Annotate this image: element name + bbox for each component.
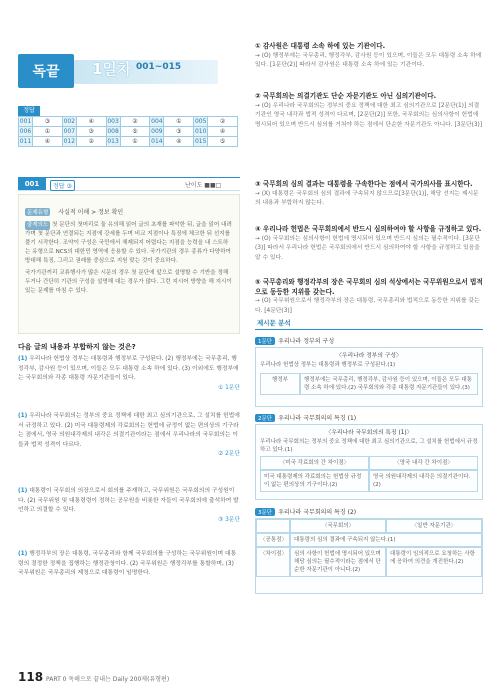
passage-para-2: (1) 우리나라 국무회의는 정부의 중요 정책에 대한 최고 심의기관으로, 그 설치를 헌법에서 규정하고 있다. (2) 미국 대통령제의 각료회의는 헌법에 규정이 없는 편의상의 기구라는 점에서, 영국 의원내각제의 내각은 의결기관이라는 점에서 우리나라의 국무회의는 이들과 법적 성격이 다르다. ② 2문단 — [18, 413, 240, 457]
guide-box — [18, 194, 240, 334]
guide-para-2: 국가기관끼리 교류행사가 많은 시문의 경우 첫 문단에 앞으로 설명할 수 기반을 정해두거나 간단히 기관의 구성을 설명해 대는 경우가 많다. 그런 지시어 방향을 해 지시이 있는 문제를 마침 수 있다. — [25, 270, 232, 294]
guide-label-2: 출제의도 — [27, 222, 49, 228]
answers-row: 006 ① 007 ③ 008 ⑤ 009 ③ 010 ④ — [19, 127, 238, 137]
section-2-heading: 2문단 우리나라 국무회의의 특징 (1) — [255, 413, 356, 422]
header-range: 001~015 — [136, 62, 182, 72]
passage-para-1: (1) 우리나라 헌법상 정부는 대통령과 행정부로 구성된다. (2) 행정부에는 국무총리, 행정각부, 감사원 등이 있으며, 이들은 모두 대통령 소속 하에 있다. (3) 이외에도 행정부에는 국무회의와 각종 대통령 자문기관들이 있다. ① 1문단 — [18, 356, 240, 391]
header-day: 1일차 — [92, 60, 132, 78]
passage-para-3: (1) 대통령이 국무회의 의장으로서 회의를 주재하고, 국무위원은 국무회의의 구성원이다. (2) 국무위원 및 대통령령이 정하는 공무원을 비롯한 자들이 국무회의에 출석하여 발언하고 의결할 수 있다. ③ 3문단 — [18, 488, 240, 523]
question-number: 001 — [18, 178, 46, 190]
choice-1: ① 감사원은 대통령 소속 하에 있는 기관이다. → (O) 행정부에는 국무총리, 행정각부, 감사원 등이 있으며, 이들은 모두 대통령 소속 하에 있다. [1문단(2)] 따라서 감사원은 대통령 소속 하에 있는 기관이다. — [255, 42, 482, 69]
answers-title: 정답 — [18, 106, 40, 116]
footer-text: PART 0 독해으로 끝내는 Daily 200제(유형편) — [46, 676, 170, 683]
section-1-heading: 1문단 우리나라 정부의 구성 — [255, 336, 334, 345]
question-stem: 다음 글의 내용과 부합하지 않는 것은? — [18, 343, 136, 351]
section-2-box: 〈우리나라 국무회의의 특징 (1)〉 우리나라 국무회의는 정부의 중요 정책에 대한 최고 심의기관으로, 그 설치를 헌법에서 규정하고 있다.(1) 〈미국 각료회의 간 차이점〉 〈영국 내각 간 차이점〉 미국 대통령제의 각료회의는 헌법상 규정이 없는 편의상의 기구이다.(2) 영국 의원내각제의 내각은 의결기관이다.(2) — [255, 424, 483, 500]
answers-row: 001 ③ 002 ④ 003 ② 004 ① 005 ② — [19, 117, 238, 127]
section-1-box: 〈우리나라 정부의 구성〉 우리나라 헌법상 정부는 대통령과 행정부로 구성된다.(1) 행정부 행정부에는 국무총리, 행정각부, 감사원 등이 있으며, 이들은 모두 대통령 소속 하에 있다.(2) 국무회의와 각종 대통령 자문기관들이 있다.(3) — [255, 347, 483, 407]
choice-2: ② 국무회의는 의결기관도 단순 자문기관도 아닌 심의기관이다. → (O) 우리나라 국무회의는 정부의 중요 정책에 대한 최고 심의기관으로 [2문단(1)] 의결기관인 영국 내각과 법적 성격이 다르며, [2문단(2)] 또한, 국무회의는 심의사항이 헌법에 명시되어 있으며 반드시 심의를 거쳐야 하는 점에서 단순한 자문기관도 아니다. [3문단(3)] — [255, 92, 483, 128]
guide-subtitle: 사실적 이해 > 정보 확인 — [58, 209, 124, 216]
answers-table — [18, 116, 238, 147]
choice-5: ⑤ 국무총리와 행정각부의 장은 국무회의 심의 석상에서는 국무위원으로서 법적으로 동등한 지위를 갖는다. → (O) 국무위원으로서 행정각부의 장은 대통령, 국무총리와 법적으로 동등한 지위를 갖는다. [4문단(3)] — [255, 278, 483, 314]
answers-row: 011 ④ 012 ② 013 ① 014 ④ 015 ⑤ — [19, 137, 238, 147]
analysis-tag: 제시문 분석 — [257, 319, 291, 327]
passage-para-4: (1) 행정각부의 장은 대통령, 국무총리와 함께 국무회의를 구성하는 국무위원이며 대통령의 결정한 정책을 집행하는 행정관청이다. (2) 국무위원은 행정각부를 통할하며, (3) 국무위원은 국무총리의 제청으로 대통령이 임명한다. — [18, 551, 237, 576]
section-3-box: 〈국무회의〉 〈일반 자문기관〉 〈공통점〉 대통령의 심의 결과에 구속되지 않는다.(1) 〈차이점〉 심의 사항이 헌법에 명시되어 있으며 해당 심의는 필수적이라는 점에서 단순한 자문기관이 아니다.(2) 대통령이 임의적으로 요청하는 사항에 응하여 의견을 개진한다.(2) — [255, 518, 483, 594]
page-number: 118 — [18, 670, 44, 684]
guide-label: 문제유형 — [27, 210, 49, 216]
header-tag: 독끝 — [18, 54, 74, 88]
section-3-heading: 3문단 우리나라 국무회의의 특징 (2) — [255, 507, 356, 516]
choice-3: ③ 국무회의 심의 결과는 대통령을 구속한다는 점에서 국가의사를 표시한다. → (X) 대통령은 국무회의 심의 결과에 구속되지 않으므로[3문단(1)], 해당 선지는 제시문의 내용과 부합하지 않는다. — [255, 180, 479, 207]
guide-para-1: 첫 문단의 첫머리로 둘 유의해 읽어 글의 초재를 파악한 뒤, 글을 읽어 내려가며 첫 문단과 연결되는 지점에 강세를 두며 비교 지점이나 특징에 체크한 뒤 선지를 풀기 시작한다. 조약이 구성은 국민에서 체제되지 어렵다는 지점을 능력을 내 스트하는 유형으로 NCS의 대한민 영역에 응용할 수 있다. 국가기관의 경우 종류가 다양하여 방대해 특징, 그리고 권래를 중심으로 지원 맞는 것이 중요하다. — [25, 222, 232, 264]
answer-tag: 정답 ③ — [50, 180, 75, 191]
difficulty-label: 난이도 ■■□ — [185, 182, 222, 189]
choice-4: ④ 우리나라 헌법은 국무회의에서 반드시 심의하여야 할 사항을 규정하고 있다. → (O) 국무회의는 심의사항이 헌법에 명시되어 있으며 반드시 심의는 필수적이다. [3문단(3)] 따라서 우리나라 헌법은 국무회의에서 반드시 심의하여야 할 사항을 규정하고 있음을 알 수 있다. — [255, 225, 482, 261]
